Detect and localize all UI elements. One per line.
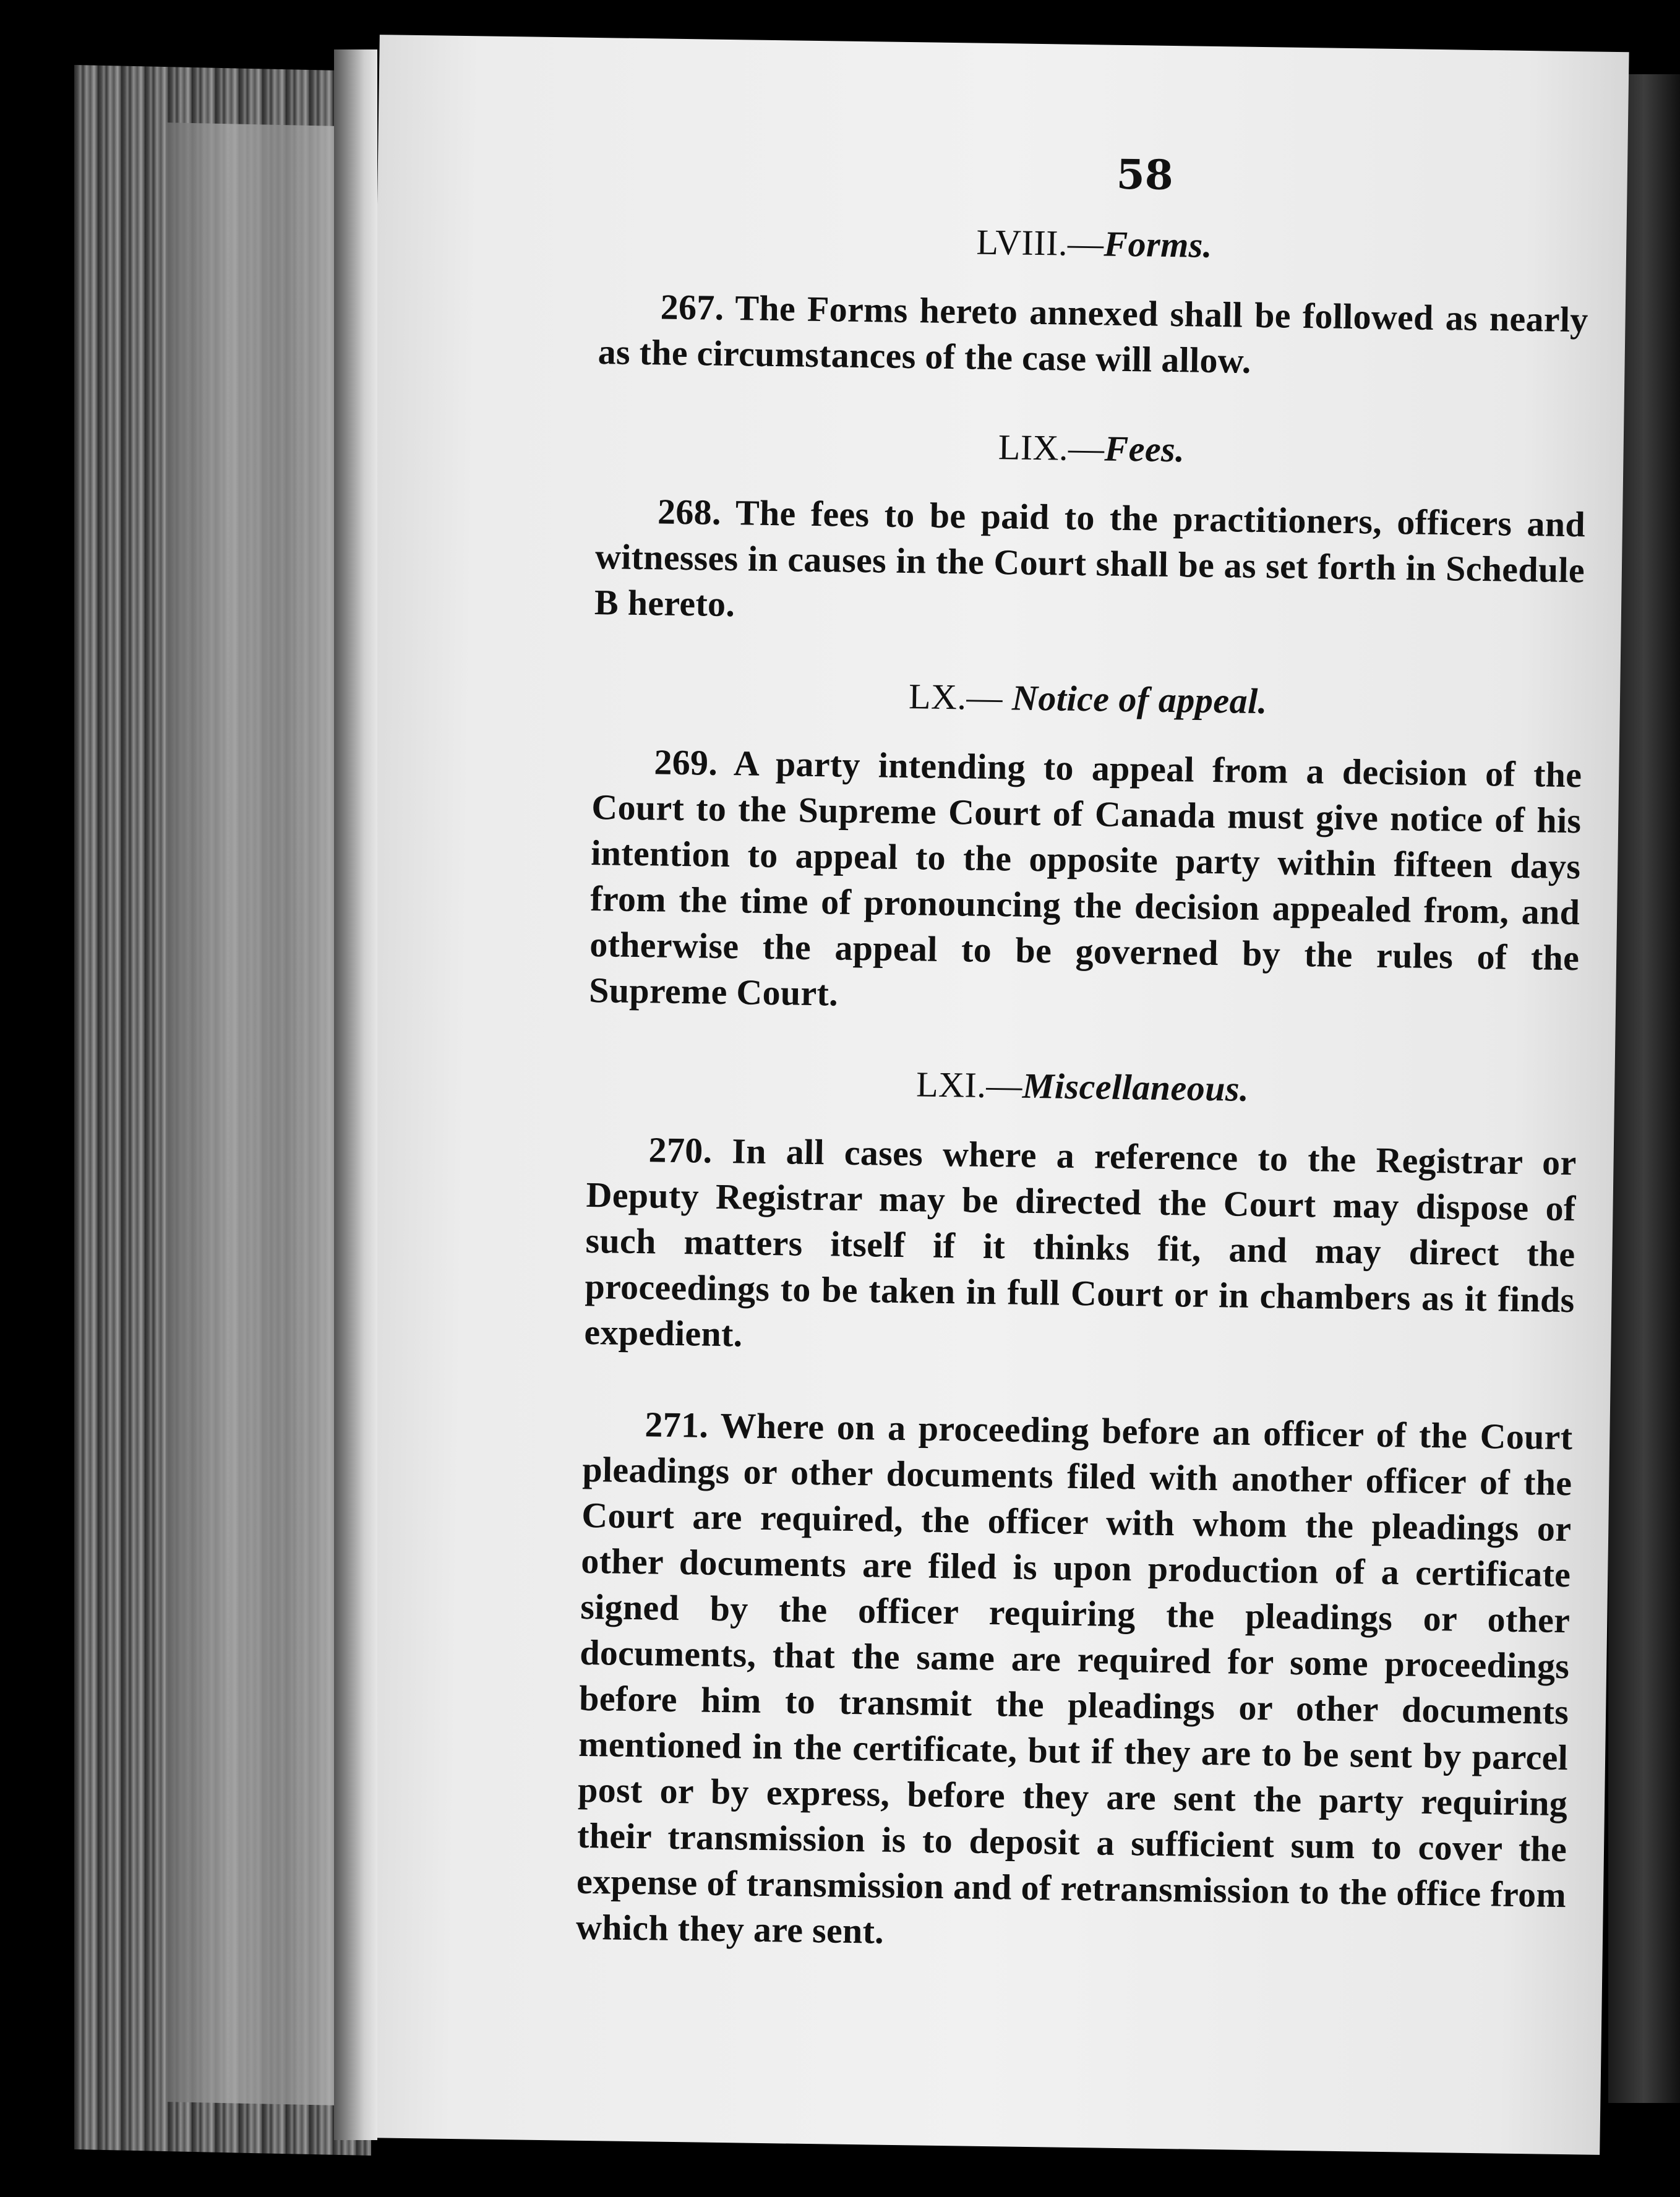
rule-text: The Forms hereto annexed shall be followed as nearly as the circumstances of the case will allow. [598,288,1589,381]
rule-number: 268. [657,491,722,533]
page-edges [74,65,371,2156]
section-heading-miscellaneous [588,1059,1578,1114]
page-edges-highlight [167,122,353,2105]
rule-text: The fees to be paid to the practitioners, officers and witnesses in causes in the Court shall be as set forth in Schedule B hereto. [594,492,1586,625]
rule-text: Where on a proceeding before an officer of the Court pleadings or other documents filed with another officer of the Court are required, the officer with whom the pleadings or other documents are filed is upon production of a certificate signed by the officer requiring the pleadings or other documents, that the same are required for some proceedings before him to transmit the pleadings or other documents mentioned in the certificate, but if they are to be sent by parcel post or by express, before they are sent the party requiring their transmission is to deposit a sufficient sum to cover the expense of transmission and of retransmission to the office from which they are sent. [575,1405,1573,1951]
section-number: LX.— [908,676,1013,718]
section-title: Miscellaneous. [1022,1065,1249,1109]
section-heading-forms [599,216,1590,271]
section-number: LIX.— [998,427,1105,469]
rule-text: A party intending to appeal from a decision of the Court to the Supreme Court of Canada must give notice of his intention to appeal to the opposite party within fifteen days from the time of pronouncing the decision appealed from, and otherwise the appeal to be governed by the rules of the Supreme Court. [588,743,1582,1014]
section-number: LVIII.— [976,221,1104,264]
section-title: Fees. [1104,428,1185,470]
rule-267 [598,283,1588,388]
section-heading-notice-of-appeal [593,671,1584,726]
page-number: 58 [1116,150,1174,199]
section-title: Forms. [1104,223,1213,265]
page-text [575,143,1591,2010]
rule-number: 271. [645,1404,709,1445]
rule-number: 267. [660,286,724,328]
rule-number: 269. [654,742,718,783]
book-page [350,35,1629,2155]
rule-268 [594,488,1586,639]
rule-271 [576,1401,1573,1964]
rule-270 [584,1126,1577,1369]
rule-269 [589,739,1582,1027]
section-title: Notice of appeal. [1011,677,1268,722]
rule-text: In all cases where a reference to the Registrar or Deputy Registrar may be directed the Court may dispose of such matters itself if it thinks fit, and may direct the proceedings to be taken in full Court or in chambers as it finds expedient. [584,1131,1577,1355]
rule-number: 270. [648,1129,713,1171]
section-number: LXI.— [915,1064,1023,1106]
page-gutter [334,49,377,2140]
section-heading-fees [596,421,1587,476]
